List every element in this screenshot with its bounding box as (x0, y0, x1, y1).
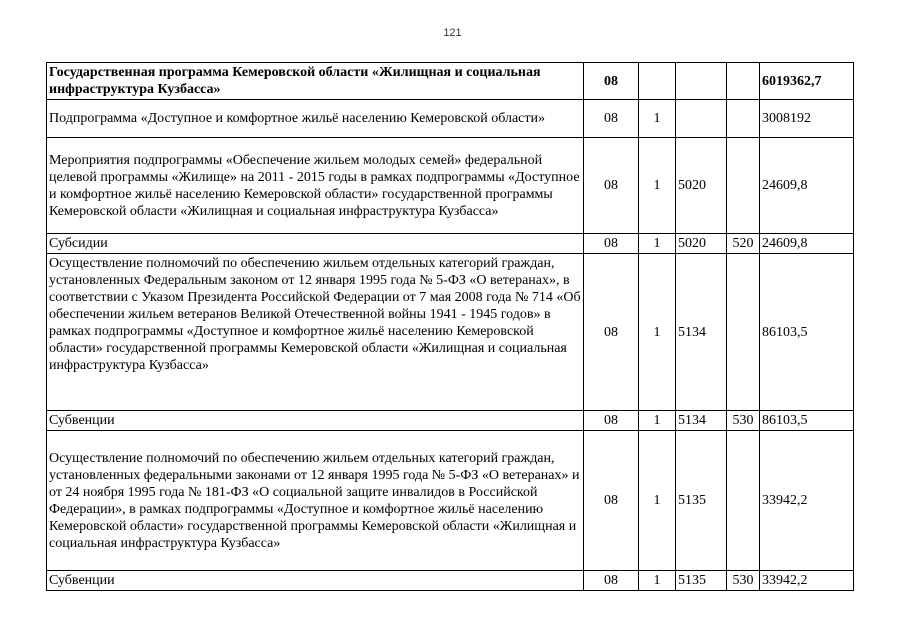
target-code (676, 100, 727, 138)
subsection-code: 1 (639, 138, 676, 234)
budget-table (46, 62, 854, 591)
target-code (676, 63, 727, 100)
expense-type-code (727, 63, 760, 100)
amount: 3008192 (760, 100, 854, 138)
row-name: Субвенции (47, 411, 584, 431)
table-row (47, 254, 854, 411)
table-row (47, 138, 854, 234)
section-code: 08 (584, 234, 639, 254)
subsection-code: 1 (639, 571, 676, 591)
table-row (47, 63, 854, 100)
row-name: Подпрограмма «Доступное и комфортное жильё населению Кемеровской области» (47, 100, 584, 138)
subsection-code: 1 (639, 234, 676, 254)
section-code: 08 (584, 411, 639, 431)
target-code: 5134 (676, 254, 727, 411)
subsection-code: 1 (639, 254, 676, 411)
target-code: 5135 (676, 431, 727, 571)
target-code: 5020 (676, 138, 727, 234)
row-name: Осуществление полномочий по обеспечению жильем отдельных категорий граждан, установленных Федеральным законом от 12 января 1995 года № 5-ФЗ «О ветеранах», в соответствии с Указом Президента Российской Федерации от 7 мая 2008 года № 714 «Об обеспечении жильем ветеранов Великой Отечественной войны 1941 - 1945 годов» в рамках подпрограммы «Доступное и комфортное жильё населению Кемеровской области» государственной программы Кемеровской области «Жилищная и социальная инфраструктура Кузбасса» (47, 254, 584, 411)
section-code: 08 (584, 138, 639, 234)
expense-type-code: 530 (727, 411, 760, 431)
page-number: 121 (443, 27, 462, 39)
table-row (47, 100, 854, 138)
table-row (47, 431, 854, 571)
expense-type-code (727, 431, 760, 571)
row-name: Осуществление полномочий по обеспечению жильем отдельных категорий граждан, установленных федеральными законами от 12 января 1995 года № 5-ФЗ «О ветеранах» и от 24 ноября 1995 года № 181-ФЗ «О социальной защите инвалидов в Российской Федерации», в рамках подпрограммы «Доступное и комфортное жильё населению Кемеровской области» государственной программы Кемеровской области «Жилищная и социальная инфраструктура Кузбасса» (47, 431, 584, 571)
amount: 86103,5 (760, 254, 854, 411)
expense-type-code (727, 138, 760, 234)
section-code: 08 (584, 571, 639, 591)
amount: 33942,2 (760, 571, 854, 591)
row-name: Субсидии (47, 234, 584, 254)
target-code: 5135 (676, 571, 727, 591)
subsection-code: 1 (639, 431, 676, 571)
target-code: 5020 (676, 234, 727, 254)
expense-type-code (727, 254, 760, 411)
row-name: Мероприятия подпрограммы «Обеспечение жильем молодых семей» федеральной целевой программы «Жилище» на 2011 - 2015 годы в рамках подпрограммы «Доступное и комфортное жильё населению Кемеровской области» государственной программы Кемеровской области «Жилищная и социальная инфраструктура Кузбасса» (47, 138, 584, 234)
target-code: 5134 (676, 411, 727, 431)
expense-type-code: 520 (727, 234, 760, 254)
section-code: 08 (584, 63, 639, 100)
subsection-code (639, 63, 676, 100)
amount: 24609,8 (760, 234, 854, 254)
table-row (47, 234, 854, 254)
amount: 86103,5 (760, 411, 854, 431)
expense-type-code: 530 (727, 571, 760, 591)
row-name: Государственная программа Кемеровской области «Жилищная и социальная инфраструктура Кузбасса» (47, 63, 584, 100)
subsection-code: 1 (639, 100, 676, 138)
section-code: 08 (584, 100, 639, 138)
section-code: 08 (584, 254, 639, 411)
amount: 33942,2 (760, 431, 854, 571)
amount: 6019362,7 (760, 63, 854, 100)
table-row (47, 411, 854, 431)
row-name: Субвенции (47, 571, 584, 591)
expense-type-code (727, 100, 760, 138)
section-code: 08 (584, 431, 639, 571)
amount: 24609,8 (760, 138, 854, 234)
table-row (47, 571, 854, 591)
subsection-code: 1 (639, 411, 676, 431)
